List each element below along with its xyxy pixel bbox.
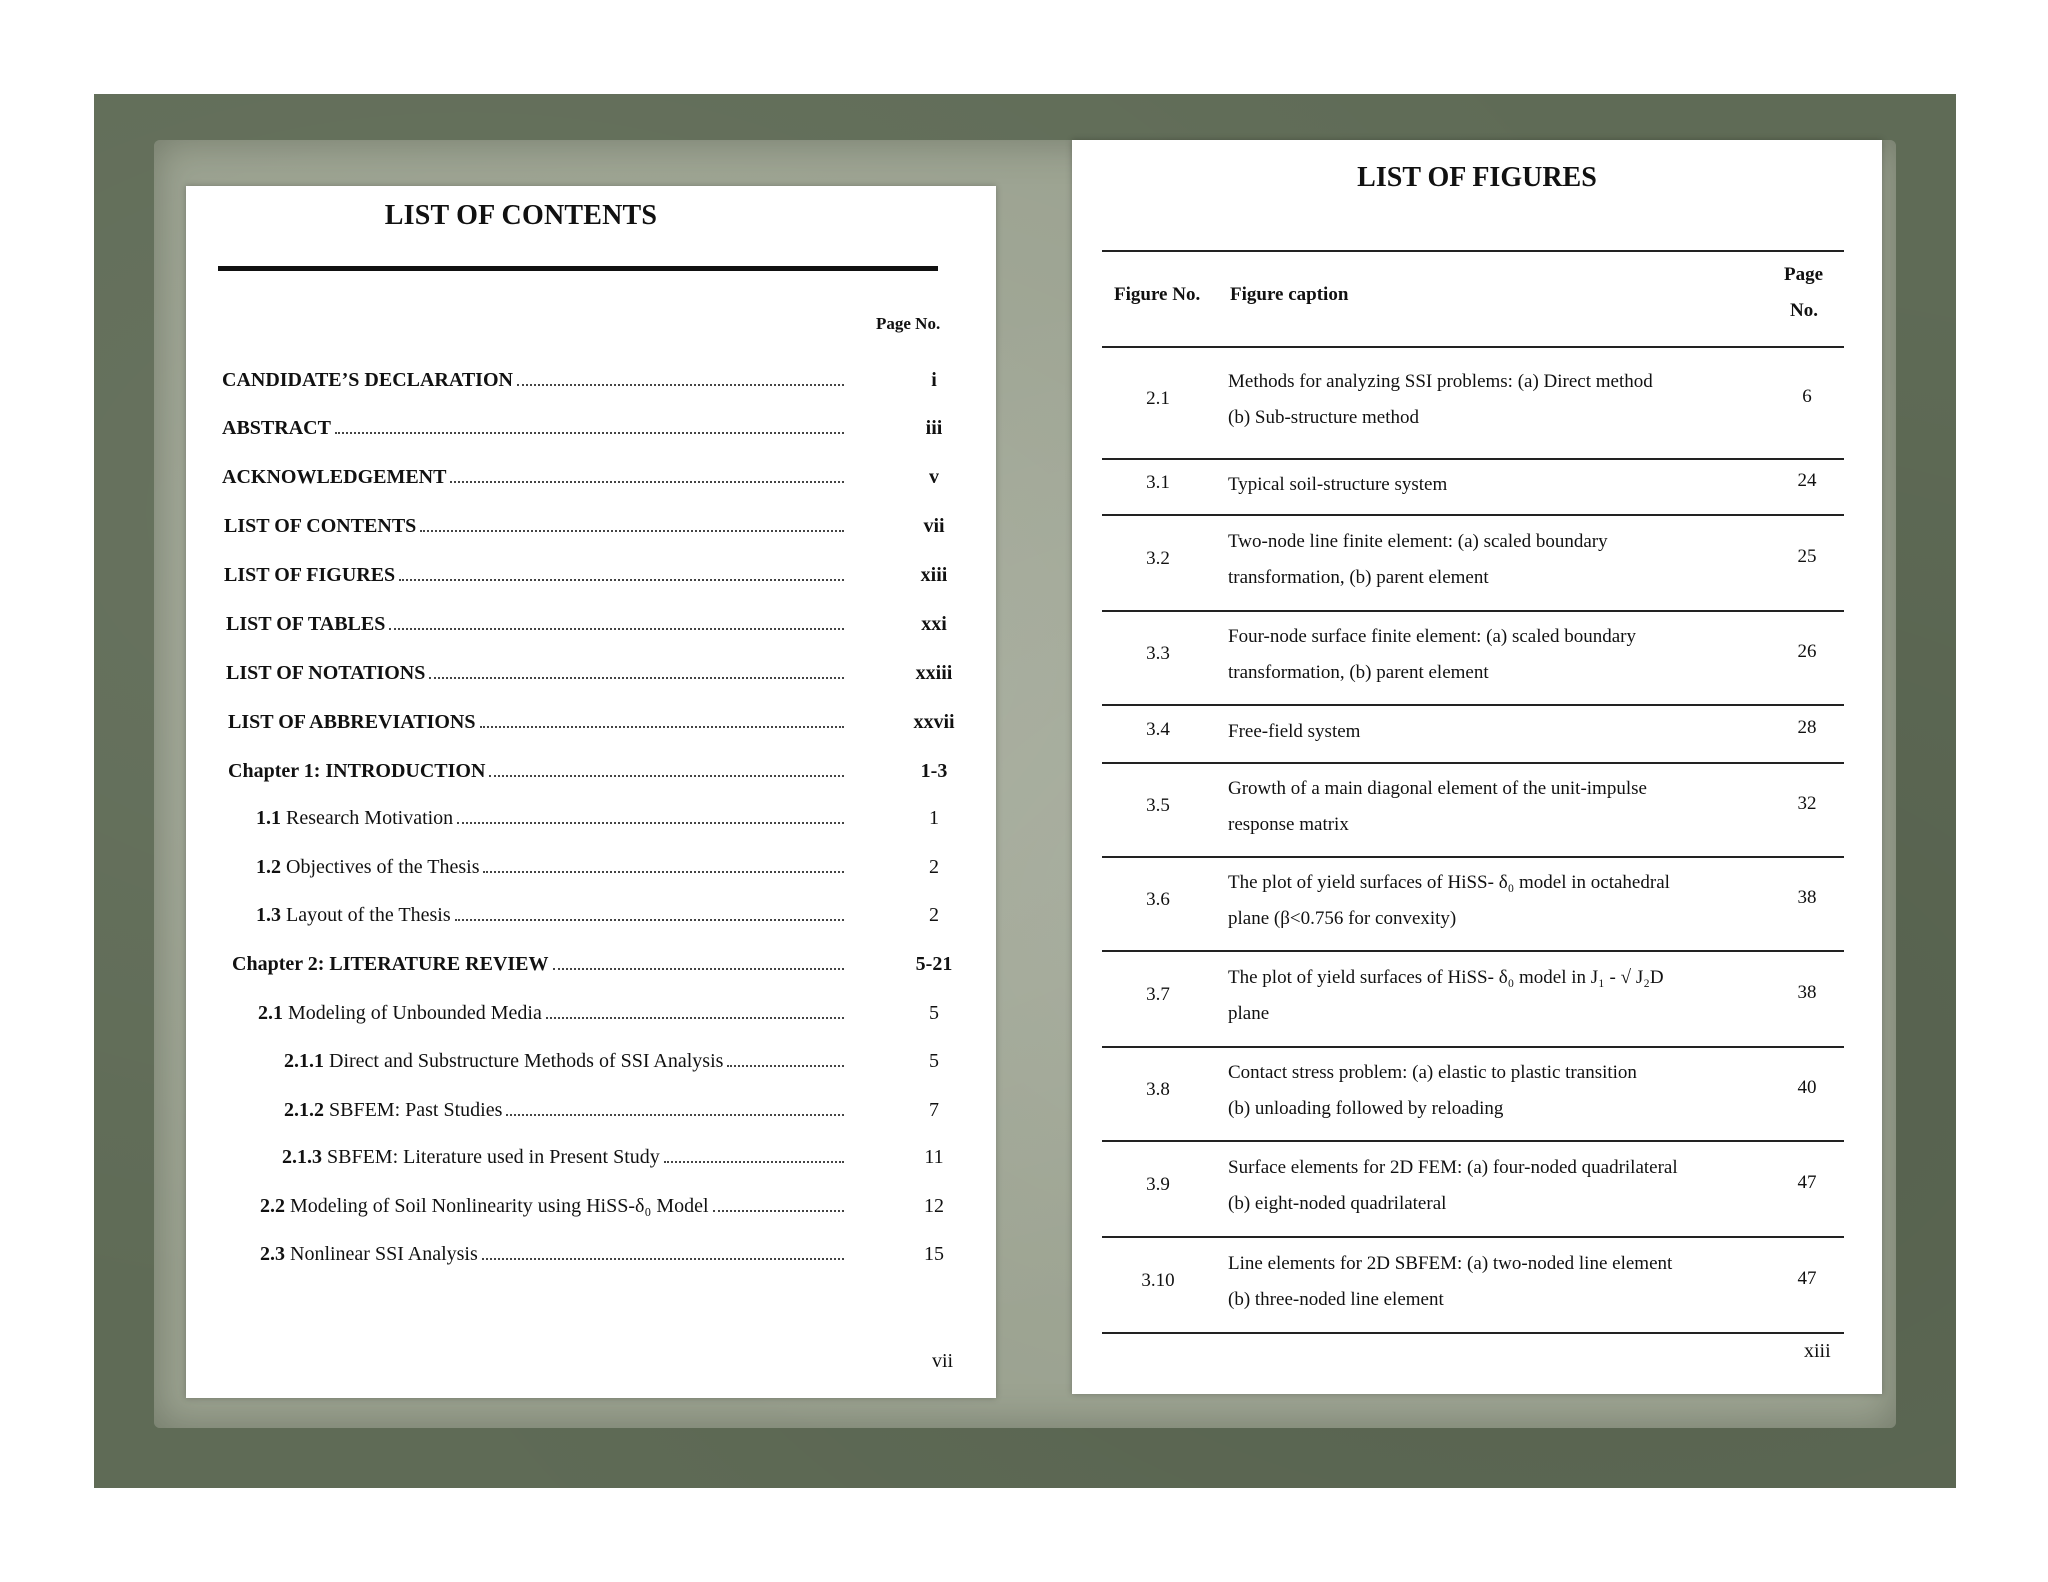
- dot-leader: [389, 627, 844, 630]
- figure-page: 47: [1797, 1268, 1817, 1289]
- figure-caption: [1228, 771, 1748, 843]
- figure-caption: [1228, 865, 1748, 937]
- figure-page: 25: [1797, 546, 1817, 567]
- contents-entry-label: [222, 417, 331, 440]
- figure-number: 3.3: [1146, 643, 1170, 664]
- figures-page: [1072, 140, 1882, 1394]
- contents-entry-number: LIST OF TABLES: [226, 613, 386, 635]
- figure-caption-line1: Line elements for 2D SBFEM: (a) two-noded line element: [1228, 1253, 1673, 1274]
- figure-caption-line2: transformation, (b) parent element: [1228, 567, 1489, 588]
- figure-number: 3.8: [1146, 1079, 1170, 1100]
- dot-leader: [429, 676, 844, 679]
- contents-entry-number: LIST OF ABBREVIATIONS: [228, 711, 476, 733]
- figure-page: 32: [1797, 793, 1817, 814]
- table-row-rule: [1102, 1332, 1844, 1334]
- figure-caption-line1: Methods for analyzing SSI problems: (a) Direct method: [1228, 371, 1653, 392]
- contents-entry: [256, 897, 850, 927]
- contents-entry-page: 5: [929, 1050, 939, 1072]
- dot-leader: [455, 918, 844, 921]
- contents-entry: [222, 410, 850, 440]
- contents-entry-label: [228, 711, 476, 734]
- contents-entry-label: [224, 564, 395, 587]
- contents-entry-label: [222, 369, 513, 392]
- contents-entry-number: LIST OF NOTATIONS: [226, 662, 426, 684]
- contents-entry-page: xxvii: [913, 711, 955, 733]
- contents-entry-text: Nonlinear SSI Analysis: [285, 1243, 478, 1265]
- contents-entry-label: [284, 1050, 723, 1073]
- contents-entry-page: 11: [924, 1146, 944, 1168]
- figure-caption: [1228, 364, 1748, 436]
- table-row-rule: [1102, 762, 1844, 764]
- contents-entry-number: 1.3: [256, 904, 281, 926]
- figure-caption-line1: Contact stress problem: (a) elastic to plastic transition: [1228, 1062, 1637, 1083]
- contents-entry-page: vii: [923, 515, 945, 537]
- contents-entry-label: [256, 807, 453, 830]
- table-row-rule: [1102, 950, 1844, 952]
- contents-entry: [224, 508, 850, 538]
- contents-entry: [232, 946, 850, 976]
- dot-leader: [483, 870, 844, 873]
- contents-entry-page: 12: [924, 1195, 944, 1217]
- figure-caption-line2: plane: [1228, 1003, 1270, 1024]
- figure-number: 3.6: [1146, 889, 1170, 910]
- contents-entry: [222, 459, 850, 489]
- contents-entry-label: [222, 466, 446, 489]
- dot-leader: [517, 383, 844, 386]
- contents-entry-text: SBFEM: Literature used in Present Study: [322, 1146, 660, 1168]
- figure-caption: [1228, 1246, 1748, 1318]
- table-row-rule: [1102, 1046, 1844, 1048]
- figure-caption-line1: Growth of a main diagonal element of the unit-impulse: [1228, 778, 1647, 799]
- table-row-rule: [1102, 704, 1844, 706]
- contents-entry: [256, 849, 850, 879]
- contents-entry-number: ABSTRACT: [222, 417, 331, 439]
- dot-leader: [457, 821, 844, 824]
- table-row-rule: [1102, 458, 1844, 460]
- contents-entry-number: LIST OF FIGURES: [224, 564, 396, 586]
- contents-entry-page: xxiii: [915, 662, 953, 684]
- contents-entry-text: Modeling of Unbounded Media: [283, 1002, 542, 1024]
- contents-entry: [228, 753, 850, 783]
- contents-entry-page: iii: [925, 417, 943, 439]
- figure-number: 3.7: [1146, 984, 1170, 1005]
- dot-leader: [335, 431, 844, 434]
- dot-leader: [399, 578, 844, 581]
- contents-entry: [284, 1043, 850, 1073]
- contents-entry: [222, 362, 850, 392]
- contents-page-header: Page No.: [876, 314, 941, 333]
- contents-entry-page: 2: [929, 904, 939, 926]
- figure-number: 2.1: [1146, 388, 1170, 409]
- contents-entry-number: 2.3: [260, 1243, 285, 1265]
- contents-entry-number: Chapter 2: LITERATURE REVIEW: [232, 953, 549, 975]
- contents-entry-label: [256, 856, 479, 879]
- figure-number: 3.9: [1146, 1174, 1170, 1195]
- header-page-line2: No.: [1790, 300, 1818, 321]
- dot-leader: [664, 1160, 844, 1163]
- contents-footer-page: vii: [932, 1350, 954, 1372]
- figure-caption-line1: Surface elements for 2D FEM: (a) four-noded quadrilateral: [1228, 1157, 1678, 1178]
- dot-leader: [713, 1209, 844, 1212]
- contents-entry-label: [228, 760, 485, 783]
- contents-entry-page: 2: [929, 856, 939, 878]
- contents-entry: [226, 606, 850, 636]
- figure-caption-line1: Four-node surface finite element: (a) scaled boundary: [1228, 626, 1636, 647]
- contents-entry-label: [258, 1002, 542, 1025]
- contents-entry-number: 2.1.3: [282, 1146, 322, 1168]
- figure-caption-line2: response matrix: [1228, 814, 1349, 835]
- figure-page: 28: [1797, 717, 1817, 738]
- header-figure-caption: Figure caption: [1230, 284, 1349, 305]
- figure-caption-line1: The plot of yield surfaces of HiSS- δ₀ model in J₁ - √ J₂D: [1228, 967, 1664, 988]
- figure-number: 3.1: [1146, 472, 1170, 493]
- contents-entry: [260, 1236, 850, 1266]
- dot-leader: [506, 1113, 844, 1116]
- contents-entry-page: 15: [924, 1243, 944, 1265]
- figures-footer-page: xiii: [1804, 1340, 1831, 1362]
- contents-entry: [224, 557, 850, 587]
- table-top-rule: [1102, 250, 1844, 252]
- table-row-rule: [1102, 1236, 1844, 1238]
- contents-entry-label: [260, 1195, 709, 1218]
- contents-entry-label: [226, 662, 425, 685]
- contents-entry-label: [224, 515, 416, 538]
- contents-page: [186, 186, 996, 1398]
- figure-number: 3.5: [1146, 795, 1170, 816]
- contents-entry: [284, 1092, 850, 1122]
- contents-entry-label: [260, 1243, 478, 1266]
- figure-caption-line1: Free-field system: [1228, 721, 1361, 742]
- contents-entry-number: 2.1: [258, 1002, 283, 1024]
- contents-entry-number: 1.2: [256, 856, 281, 878]
- figures-title: LIST OF FIGURES: [1357, 162, 1597, 193]
- figure-page: 6: [1802, 386, 1812, 407]
- figure-caption-line2: transformation, (b) parent element: [1228, 662, 1489, 683]
- contents-entry-number: 1.1: [256, 807, 281, 829]
- figure-caption: [1228, 619, 1748, 691]
- contents-entry-label: [284, 1099, 502, 1122]
- contents-entry: [260, 1188, 850, 1218]
- figure-caption-line2: (b) unloading followed by reloading: [1228, 1098, 1504, 1119]
- dot-leader: [727, 1064, 844, 1067]
- dot-leader: [546, 1016, 844, 1019]
- figure-caption-line1: Two-node line finite element: (a) scaled boundary: [1228, 531, 1608, 552]
- contents-entry-page: i: [931, 369, 937, 391]
- header-page-line1: Page: [1784, 264, 1824, 285]
- contents-entry-text: Research Motivation: [281, 807, 454, 829]
- contents-entry-number: ACKNOWLEDGEMENT: [222, 466, 447, 488]
- table-header-rule: [1102, 346, 1844, 348]
- figure-caption: [1228, 1055, 1748, 1127]
- figure-caption-line2: (b) Sub-structure method: [1228, 407, 1420, 428]
- figure-number: 3.4: [1146, 719, 1170, 740]
- figure-page: 38: [1797, 982, 1817, 1003]
- contents-entry-text: Direct and Substructure Methods of SSI Analysis: [324, 1050, 724, 1072]
- contents-entry-page: 7: [929, 1099, 939, 1121]
- contents-entry-page: xxi: [921, 613, 947, 635]
- figure-caption: [1228, 1150, 1748, 1222]
- table-row-rule: [1102, 514, 1844, 516]
- contents-entry-text: Objectives of the Thesis: [281, 856, 480, 878]
- figure-page: 26: [1797, 641, 1817, 662]
- contents-entry-page: v: [929, 466, 939, 488]
- contents-entry-number: Chapter 1: INTRODUCTION: [228, 760, 486, 782]
- figure-caption: [1228, 714, 1748, 750]
- figure-caption: [1228, 467, 1748, 503]
- contents-entry: [256, 800, 850, 830]
- contents-title: LIST OF CONTENTS: [384, 200, 658, 231]
- figure-number: 3.10: [1141, 1270, 1175, 1291]
- contents-entry-text: Layout of the Thesis: [281, 904, 451, 926]
- contents-entry-text: Modeling of Soil Nonlinearity using HiSS-δ₀ Model: [285, 1195, 709, 1217]
- figure-page: 38: [1797, 887, 1817, 908]
- contents-entry-number: 2.2: [260, 1195, 285, 1217]
- figure-number: 3.2: [1146, 548, 1170, 569]
- contents-entry-text: SBFEM: Past Studies: [324, 1099, 503, 1121]
- dot-leader: [480, 725, 845, 728]
- contents-entry-page: 5: [929, 1002, 939, 1024]
- figure-caption-line2: plane (β<0.756 for convexity): [1228, 908, 1457, 929]
- table-row-rule: [1102, 610, 1844, 612]
- contents-entry-number: 2.1.1: [284, 1050, 324, 1072]
- contents-entry: [226, 655, 850, 685]
- contents-entry-label: [232, 953, 549, 976]
- contents-entry-number: LIST OF CONTENTS: [224, 515, 417, 537]
- figure-page: 47: [1797, 1172, 1817, 1193]
- contents-entry: [228, 704, 850, 734]
- contents-entry-label: [282, 1146, 660, 1169]
- dot-leader: [420, 529, 844, 532]
- figure-caption-line1: The plot of yield surfaces of HiSS- δ₀ model in octahedral: [1228, 872, 1670, 893]
- figure-caption-line1: Typical soil-structure system: [1228, 474, 1448, 495]
- dot-leader: [450, 480, 844, 483]
- table-row-rule: [1102, 1140, 1844, 1142]
- contents-entry-page: 1-3: [920, 760, 948, 782]
- figure-page: 24: [1797, 470, 1817, 491]
- contents-title-rule: [218, 266, 938, 271]
- figure-caption-line2: (b) three-noded line element: [1228, 1289, 1444, 1310]
- table-row-rule: [1102, 856, 1844, 858]
- figure-page: 40: [1797, 1077, 1817, 1098]
- contents-entry-number: CANDIDATE’S DECLARATION: [222, 369, 513, 391]
- dot-leader: [482, 1257, 844, 1260]
- contents-entry-number: 2.1.2: [284, 1099, 324, 1121]
- contents-entry: [282, 1139, 850, 1169]
- figure-caption: [1228, 960, 1748, 1032]
- dot-leader: [489, 774, 844, 777]
- figure-caption: [1228, 524, 1748, 596]
- contents-entry-page: xiii: [920, 564, 948, 586]
- contents-entry-page: 1: [929, 807, 939, 829]
- contents-entry-page: 5-21: [915, 953, 953, 975]
- header-figure-no: Figure No.: [1114, 284, 1201, 305]
- contents-entry: [258, 995, 850, 1025]
- dot-leader: [553, 967, 844, 970]
- figure-caption-line2: (b) eight-noded quadrilateral: [1228, 1193, 1447, 1214]
- contents-entry-label: [226, 613, 385, 636]
- contents-entry-label: [256, 904, 451, 927]
